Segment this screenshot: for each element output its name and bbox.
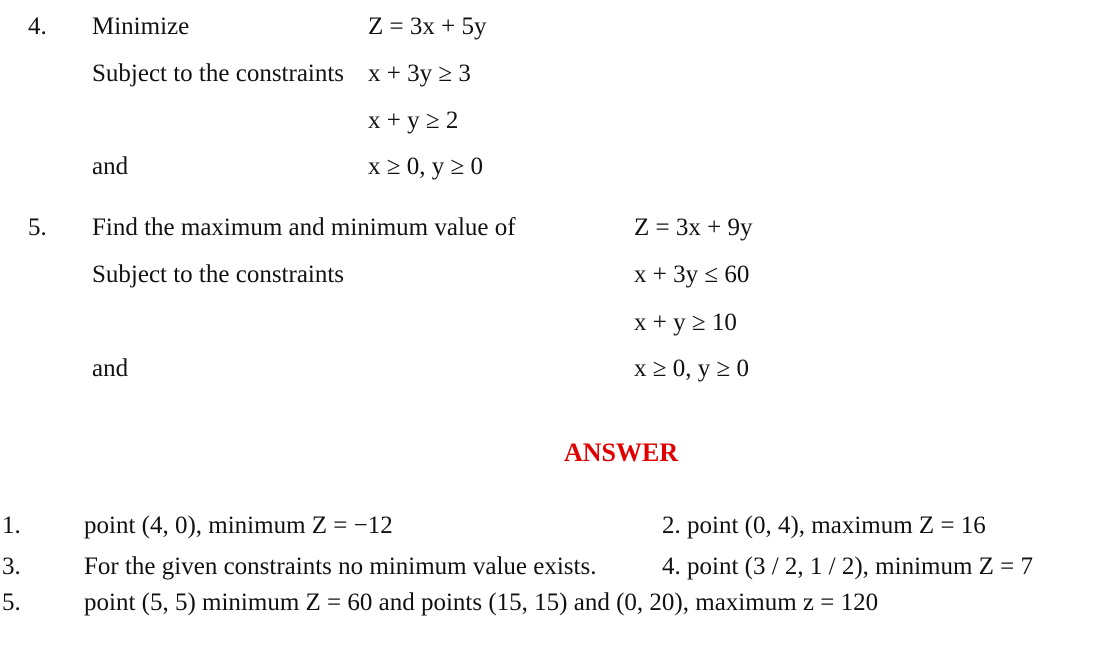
problem-4-instruction: Minimize	[92, 13, 190, 40]
problem-4-and-label: and	[92, 153, 129, 180]
answer-3-text: For the given constraints no minimum value exists.	[84, 553, 597, 580]
answer-2-text: 2. point (0, 4), maximum Z = 16	[662, 512, 986, 539]
answer-5-text: point (5, 5) minimum Z = 60 and points (15, 15) and (0, 20), maximum z = 120	[84, 589, 879, 616]
problem-4-subject-label: Subject to the constraints	[92, 60, 345, 87]
answer-5-number: 5.	[2, 589, 21, 616]
problem-4-number: 4.	[28, 13, 47, 40]
problem-5-number: 5.	[28, 214, 47, 241]
answer-1-text: point (4, 0), minimum Z = −12	[84, 512, 393, 539]
problem-5-constraint-2: x + y ≥ 10	[634, 309, 737, 336]
problem-5-nonneg: x ≥ 0, y ≥ 0	[634, 355, 749, 382]
problem-5-instruction: Find the maximum and minimum value of	[92, 214, 516, 241]
problem-5-objective: Z = 3x + 9y	[634, 214, 753, 241]
problem-4-objective: Z = 3x + 5y	[368, 13, 487, 40]
problem-4-constraint-1: x + 3y ≥ 3	[368, 60, 471, 87]
answer-heading: ANSWER	[564, 438, 679, 467]
problem-5-and-label: and	[92, 355, 129, 382]
problem-5-constraint-1: x + 3y ≤ 60	[634, 261, 750, 288]
answer-3-number: 3.	[2, 553, 21, 580]
problem-4-constraint-2: x + y ≥ 2	[368, 107, 459, 134]
answer-4-text: 4. point (3 / 2, 1 / 2), minimum Z = 7	[662, 553, 1034, 580]
problem-5-subject-label: Subject to the constraints	[92, 261, 345, 288]
answer-1-number: 1.	[2, 512, 21, 539]
problem-4-nonneg: x ≥ 0, y ≥ 0	[368, 153, 483, 180]
